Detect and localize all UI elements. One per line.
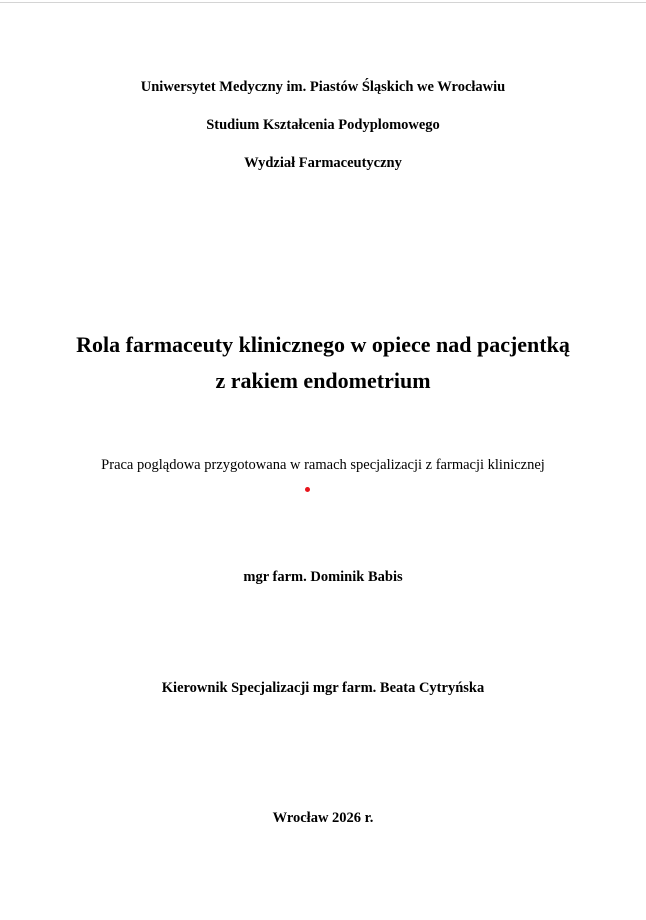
place-and-date: Wrocław 2026 r.	[272, 810, 374, 826]
page-top-border	[0, 2, 646, 3]
faculty-name: Wydział Farmaceutyczny	[244, 155, 402, 171]
thesis-title-line-1: Rola farmaceuty klinicznego w opiece nad pacjentką	[76, 332, 570, 357]
supervisor-name: Kierownik Specjalizacji mgr farm. Beata Cytryńska	[161, 680, 485, 696]
thesis-title-line-2: z rakiem endometrium	[215, 368, 431, 393]
red-marker-dot	[305, 487, 310, 492]
thesis-subtitle: Praca poglądowa przygotowana w ramach specjalizacji z farmacji klinicznej	[101, 457, 545, 473]
university-name: Uniwersytet Medyczny im. Piastów Śląskich we Wrocławiu	[140, 79, 506, 95]
study-name: Studium Kształcenia Podyplomowego	[206, 117, 440, 133]
author-name: mgr farm. Dominik Babis	[243, 569, 403, 585]
